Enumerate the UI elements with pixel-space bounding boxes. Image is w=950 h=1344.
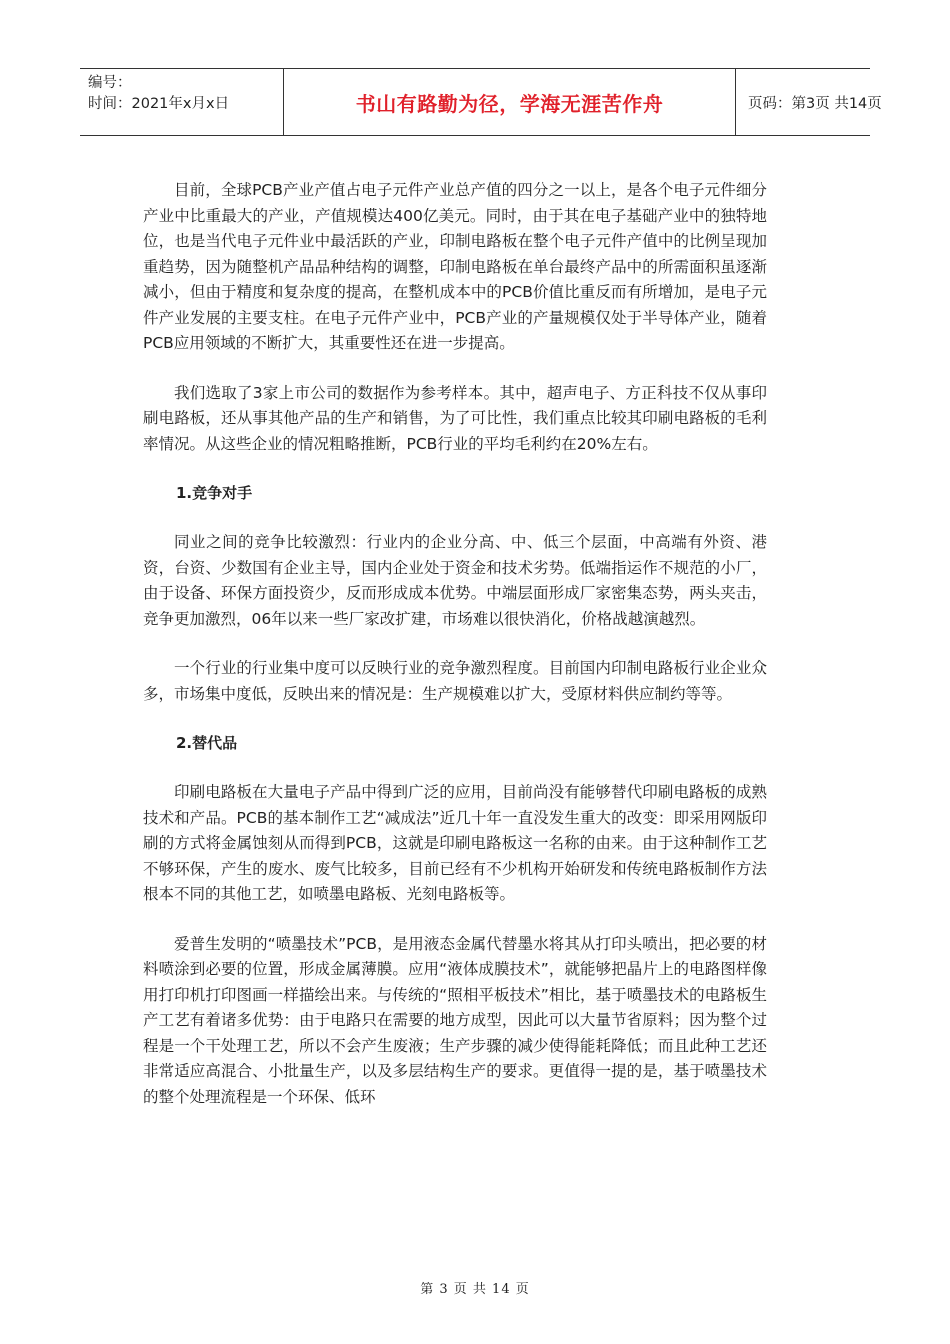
time-label: 时间：2021年x月x日 <box>88 96 230 112</box>
page-info: 页码：第3页 共14页 <box>748 95 882 112</box>
section-heading-substitutes: 2.替代品 <box>176 734 238 752</box>
page-footer: 第 3 页 共 14 页 <box>420 1282 530 1297</box>
paragraph-inkjet: 爱普生发明的“喷墨技术”PCB，是用液态金属代替墨水将其从打印头喷出，把必要的材料喷涂到必要的位置，形成金属薄膜。应用“液体成膜技术”，就能够把晶片上的电路图样像用打印机打印图画一样描绘出来。与传统的“照相平板技术”相比，基于喷墨技术的电路板生产工艺有着诸多优势：由于电路只在需要的地方成型，因此可以大量节省原料；因为整个过程是一个干处理工艺，所以不会产生废液；生产步骤的减少使得能耗降低；而且此种工艺还非常适应高混合、小批量生产，以及多层结构生产的要求。更值得一提的是，基于喷墨技术的整个处理流程是一个环保、低环 <box>143 934 767 1106</box>
paragraph-substitutes: 印刷电路板在大量电子产品中得到广泛的应用，目前尚没有能够替代印刷电路板的成熟技术和产品。PCB的基本制作工艺“减成法”近几十年一直没发生重大的改变：即采用网版印刷的方式将金属蚀刻从而得到PCB，这就是印刷电路板这一名称的由来。由于这种制作工艺不够环保，产生的废水、废气比较多，目前已经有不少机构开始研发和传统电路板制作方法根本不同的其他工艺，如喷墨电路板、光刻电路板等。 <box>143 783 767 903</box>
section-heading-competitors: 1.竞争对手 <box>176 484 253 502</box>
header-meta-cell <box>80 69 284 135</box>
paragraph-concentration: 一个行业的行业集中度可以反映行业的竞争激烈程度。目前国内印制电路板行业企业众多，市场集中度低，反映出来的情况是：生产规模难以扩大，受原材料供应制约等等。 <box>143 659 767 703</box>
document-body <box>143 178 767 1134</box>
paragraph-pcb-industry: 目前，全球PCB产业产值占电子元件产业总产值的四分之一以上，是各个电子元件细分产业中比重最大的产业，产值规模达400亿美元。同时，由于其在电子基础产业中的独特地位，也是当代电子元件业中最活跃的产业，印制电路板在整个电子元件产值中的比例呈现加重趋势，因为随整机产品品种结构的调整，印制电路板在单台最终产品中的所需面积虽逐渐减小，但由于精度和复杂度的提高，在整机成本中的PCB价值比重反而有所增加，是电子元件产业发展的主要支柱。在电子元件产业中，PCB产业的产量规模仅处于半导体产业，随着PCB应用领域的不断扩大，其重要性还在进一步提高。 <box>143 181 767 352</box>
paragraph-competition: 同业之间的竞争比较激烈：行业内的企业分高、中、低三个层面，中高端有外资、港资，台资、少数国有企业主导，国内企业处于资金和技术劣势。低端指运作不规范的小厂，由于设备、环保方面投资少，反而形成成本优势。中端层面形成厂家密集态势，两头夹击，竞争更加激烈，06年以来一些厂家改扩建，市场难以很快消化，价格战越演越烈。 <box>143 533 767 628</box>
paragraph-sample-companies: 我们选取了3家上市公司的数据作为参考样本。其中，超声电子、方正科技不仅从事印刷电路板，还从事其他产品的生产和销售，为了可比性，我们重点比较其印刷电路板的毛利率情况。从这些企业的情况粗略推断，PCB行业的平均毛利约在20%左右。 <box>143 383 767 453</box>
document-header <box>80 68 882 136</box>
header-motto-cell <box>284 69 736 135</box>
motto-text: 书山有路勤为径，学海无涯苦作舟 <box>355 91 664 116</box>
header-page-cell <box>736 69 882 135</box>
number-label: 编号： <box>88 75 132 91</box>
